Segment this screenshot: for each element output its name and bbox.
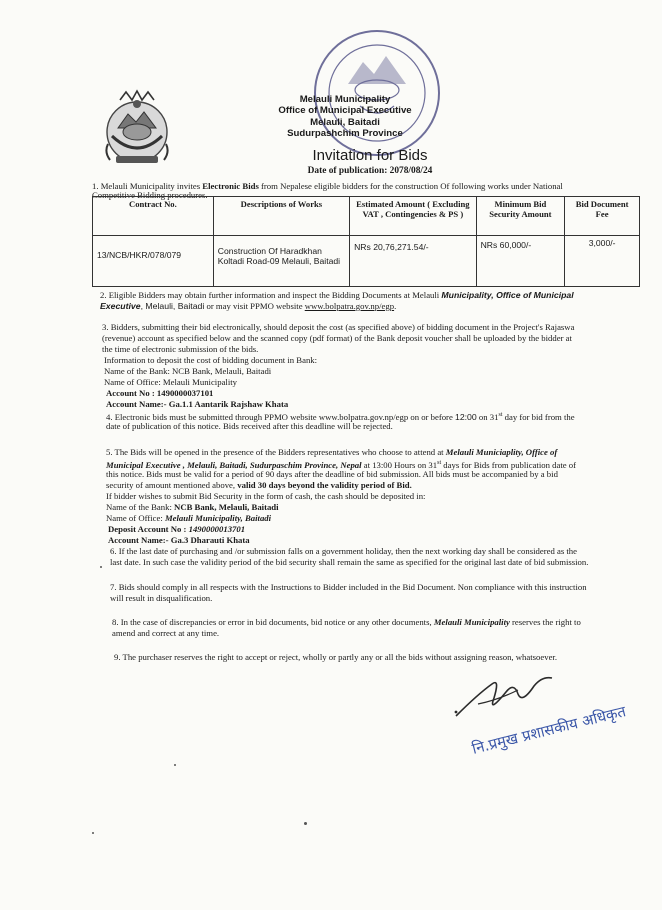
p5-text-h: valid 30 days beyond the validity period of Bid. <box>237 480 412 490</box>
scan-speck <box>92 832 94 834</box>
scan-speck <box>174 764 176 766</box>
p5-text-k: NCB Bank, Melauli, Baitadi <box>174 502 279 512</box>
cell-security: NRs 60,000/- <box>476 236 565 287</box>
officer-stamp <box>470 700 628 762</box>
para-5-line-6 <box>106 502 279 513</box>
account-name-1: Account Name:- Ga.1.1 Aantarik Rajshaw Khata <box>106 399 289 409</box>
p4-sup: st <box>498 412 503 418</box>
p2-text-a: 2. Eligible Bidders may obtain further information and inspect the Bidding Documents at Melauli <box>100 290 442 300</box>
municipality-seal-icon <box>308 24 446 162</box>
p5-text-m: Melauli Municipality, Baitadi <box>164 513 272 523</box>
para-3-line-6: Name of Office: Melauli Municipality <box>104 377 238 387</box>
col-document-fee: Bid Document Fee <box>565 197 640 236</box>
p2-text-e: or may visit PPMO website <box>204 301 305 311</box>
p4-text-d: day for bid from the <box>502 411 575 422</box>
para-5-line-9 <box>108 535 250 546</box>
p5-text-b: Melauli Municiaplity, Office of <box>445 447 558 457</box>
para-7-line-2: will result in disqualification. <box>110 593 213 603</box>
para-5-line-3: this notice. Bids must be valid for a period of 90 days after the deadline of bid submission. All bids must be accompanied by a bid <box>106 469 558 479</box>
ppmo-website-link[interactable]: www.bolpatra.gov.np/egp <box>304 301 395 311</box>
col-estimated-amount: Estimated Amount ( Excluding VAT , Contingencies & PS ) <box>350 197 476 236</box>
para-1-line-2: Competitive Bidding procedures. <box>92 190 208 200</box>
office-header <box>250 94 440 140</box>
para-3-line-8 <box>106 399 288 410</box>
publication-date: Date of publication: 2078/08/24 <box>307 166 433 176</box>
para-5-line-7 <box>106 513 271 524</box>
para-4-line-2: date of publication of this notice. Bids received after this deadline will be rejected. <box>106 421 393 431</box>
p5-text-a: 5. The Bids will be opened in the presence of the Bidders representatives who choose to attend at <box>106 447 446 457</box>
p2-text-g: . <box>394 301 397 311</box>
nepal-emblem-icon <box>96 88 178 170</box>
col-contract-no: Contract No. <box>93 197 214 236</box>
table-header-row <box>93 197 640 236</box>
col-description: Descriptions of Works <box>213 197 349 236</box>
page-title: Invitation for Bids <box>312 147 428 164</box>
header-address: Melauli, Baitadi <box>310 116 380 128</box>
stamp-text: नि.प्रमुख प्रशासकीय अधिकृत <box>470 702 628 758</box>
cell-description: Construction Of Haradkhan Koltadi Road-09 Melauli, Baitadi <box>213 236 349 287</box>
p4-time: 12:00 <box>454 411 477 422</box>
p2-text-c: Executive <box>100 301 141 311</box>
para-3-line-7 <box>106 388 213 399</box>
p5-text-c: Municipal Executive , Melauli, Baitadi, Sudurpaschim Province, Nepal <box>106 459 362 470</box>
col-bid-security: Minimum Bid Security Amount <box>476 197 565 236</box>
p1-text-a: 1. Melauli Municipality invites <box>92 181 203 191</box>
p8-text-c: reserves the right to <box>509 617 581 627</box>
cell-fee: 3,000/- <box>565 236 640 287</box>
scan-speck <box>304 822 307 825</box>
para-6-line-2: last date. In such case the validity period of the bid security shall remain the same as specified for the original last date of bid submission. <box>110 557 589 567</box>
para-3-line-2: (revenue) account as specified below and the scanned copy (pdf format) of the Bank deposit voucher shall be uploaded by the bidder at <box>102 333 572 343</box>
p8-text-b: Melauli Municipality <box>433 617 510 627</box>
p5-text-e: days for Bids from publication date of <box>441 459 576 470</box>
para-8-line-1 <box>112 617 581 628</box>
p5-text-l: Name of Office: <box>106 513 165 523</box>
para-5-line-5: If bidder wishes to submit Bid Security in the form of cash, the cash should be deposited in: <box>106 491 426 501</box>
p5-text-j: Name of the Bank: <box>106 502 175 512</box>
para-2-line-2 <box>100 301 396 312</box>
table-row <box>93 236 640 287</box>
p5-text-n: Deposit Account No : <box>108 524 189 534</box>
para-8-line-2: amend and correct at any time. <box>112 628 220 638</box>
header-municipality: Melauli Municipality <box>299 94 391 105</box>
p1-text-c: from Nepalese eligible bidders for the construction Of following works under National <box>258 181 563 191</box>
scan-speck <box>100 566 102 568</box>
account-no-1: Account No : 1490000037101 <box>106 388 214 398</box>
deposit-account-no: 1490000013701 <box>188 524 246 534</box>
p8-text-a: 8. In the case of discrepancies or error in bid documents, bid notice or any other documents, <box>112 617 434 627</box>
para-3-line-1: 3. Bidders, submitting their bid electronically, should deposit the cost (as specified above) of bidding document in the Project's Rajaswa <box>102 322 575 332</box>
p5-text-g: security of amount mentioned above, <box>106 480 238 490</box>
bids-table <box>92 196 640 287</box>
p1-text-b: Electronic Bids <box>202 181 259 191</box>
para-3-line-4: Information to deposit the cost of bidding document in Bank: <box>104 355 318 365</box>
p5-sup: st <box>437 460 442 466</box>
header-province: Sudurpashchim Province <box>287 128 403 140</box>
para-5-line-8 <box>108 524 245 535</box>
para-5-line-4 <box>106 480 412 491</box>
para-2-line-1 <box>100 290 574 301</box>
cell-contract-no: 13/NCB/HKR/078/079 <box>93 236 214 287</box>
p4-text-a: 4. Electronic bids must be submitted through PPMO website www.bolpatra.gov.np/egp on or before <box>106 411 455 422</box>
para-5-line-1 <box>106 447 557 458</box>
p5-text-d: at 13:00 Hours on 31 <box>361 459 438 470</box>
p2-text-b: Municipality, Office of Municipal <box>441 290 574 300</box>
header-office: Office of Municipal Executive <box>278 105 412 117</box>
para-6-line-1: 6. If the last date of purchasing and /or submission falls on a government holiday, then the next working day shall be considered as the <box>110 546 577 556</box>
account-name-2: Account Name:- Ga.3 Dharauti Khata <box>108 535 250 545</box>
para-3-line-3: the time of electronic submission of the bids. <box>102 344 259 354</box>
p2-text-d: , Melauli, Baitadi <box>140 301 205 311</box>
para-9-line-1: 9. The purchaser reserves the right to accept or reject, wholly or partly any or all the bids without assigning reason, whatsoever. <box>114 652 558 662</box>
para-7-line-1: 7. Bids should comply in all respects with the Instructions to Bidder included in the Bid Document. Non compliance with this instruction <box>110 582 587 592</box>
cell-estimate: NRs 20,76,271.54/- <box>350 236 476 287</box>
p4-text-c: on 31 <box>476 411 499 422</box>
para-3-line-5: Name of the Bank: NCB Bank, Melauli, Baitadi <box>104 366 272 376</box>
